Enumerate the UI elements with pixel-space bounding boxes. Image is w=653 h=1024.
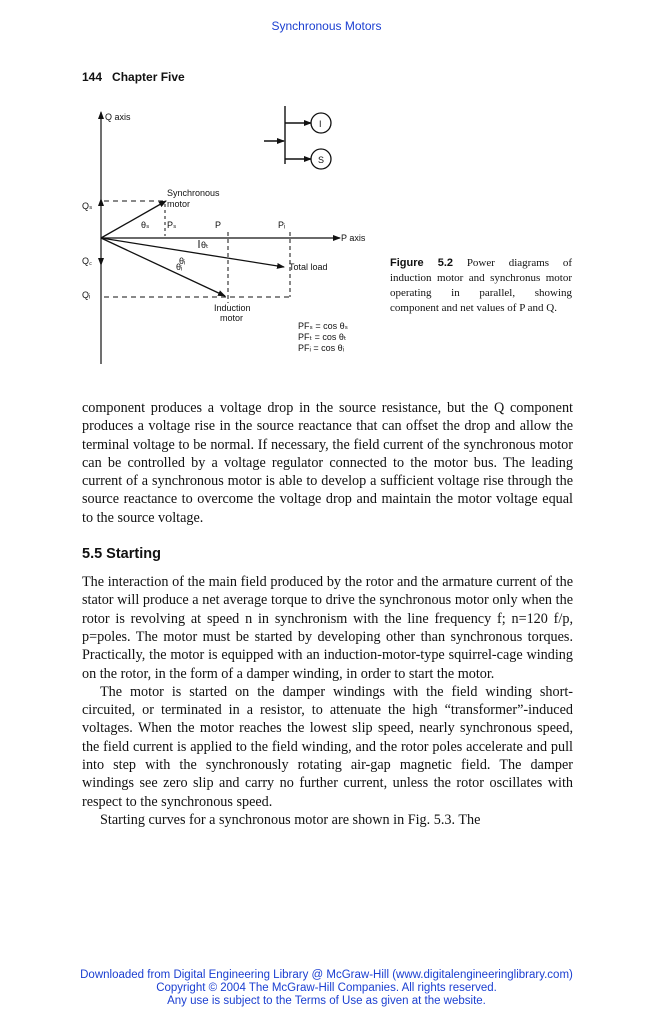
- paragraph-4: Starting curves for a synchronous motor are shown in Fig. 5.3. The: [100, 811, 481, 828]
- pi-label: Pᵢ: [278, 220, 286, 230]
- p-axis-label: P axis: [341, 233, 366, 243]
- figure-caption: [390, 256, 572, 316]
- theta-i-label: θᵢ: [179, 256, 186, 266]
- footer-download-line[interactable]: Downloaded from Digital Engineering Library @ McGraw-Hill (www.digitalengineeringlibrary.com): [80, 969, 573, 981]
- theta-s-label: θₛ: [141, 220, 150, 230]
- theta-i-label-2: θᵢ: [176, 262, 183, 272]
- p-label: P: [215, 220, 222, 230]
- body-text: [82, 399, 573, 829]
- pf-i-equation: PFᵢ = cos θᵢ: [298, 343, 345, 353]
- paragraph-3: The motor is started on the damper windings with the field winding short-circuited, or terminated in a resistor, to attenuate the high “transformer”-induced voltages. When the motor reaches the lowest slip speed, nearly synchronous speed, the field current is applied to the field winding, and the rotor poles accelerate and pull into step with the synchronously rotating air-gap magnetic field. The damper windings see zero slip and carry no further current, unless the rotor oscillates with respect to the synchronous speed.: [82, 683, 573, 810]
- figure-caption-text: Power diagrams of induction motor and synchronus motor operating in parallel, showing component and net values of P and Q.: [390, 257, 572, 314]
- synchronous-motor-vector: [101, 201, 166, 238]
- q-axis-label: Q axis: [105, 112, 131, 122]
- pf-s-equation: PFₛ = cos θₛ: [298, 321, 348, 331]
- motor-i-label: I: [319, 119, 322, 129]
- synchronous-motor-label: Synchronous: [167, 188, 220, 198]
- total-load-label: Total load: [289, 262, 328, 272]
- figure-caption-label: Figure 5.2: [390, 257, 454, 269]
- pf-t-equation: PFₜ = cos θₜ: [298, 332, 347, 342]
- footer-copyright-line: Copyright © 2004 The McGraw-Hill Companies. All rights reserved.: [156, 982, 497, 994]
- paragraph-2: The interaction of the main field produced by the rotor and the armature current of the stator will produce a net average torque to drive the synchronous motor only when the rotor is revolving at speed n in synchronism with the line frequency f; n=120 f/p, p=poles. The motor must be started by developing other than synchronous torques. Practically, the motor is equipped with an induction-motor-type squirrel-cage winding on the rotor, in the form of a damper winding, in order to start the motor.: [82, 574, 573, 682]
- page-number: 144: [82, 70, 103, 84]
- power-diagram-figure: [78, 98, 378, 370]
- footer-terms-line[interactable]: Any use is subject to the Terms of Use as given at the website.: [167, 995, 486, 1007]
- theta-t-label: θₜ: [201, 240, 209, 250]
- induction-motor-label-2: motor: [220, 313, 244, 323]
- page-header: [82, 70, 185, 84]
- chapter-title: Chapter Five: [112, 70, 185, 84]
- paragraph-1: component produces a voltage drop in the source resistance, but the Q component produces a voltage rise in the source reactance that can offset the drop and allow the terminal voltage to be normal. If necessary, the field current of the synchronous motor can be controlled by a voltage regulator connected to the motor bus. The leading current of a synchronous motor is able to develop a sufficient voltage rise through the source reactance to overcome the voltage drop and maintain the motor voltage equal to the source voltage.: [82, 400, 573, 526]
- ps-label: Pₛ: [167, 220, 177, 230]
- section-heading: 5.5 Starting: [82, 546, 161, 563]
- total-load-vector: [101, 238, 284, 267]
- qc-label: Q꜀: [82, 256, 93, 266]
- footer: [0, 969, 653, 1008]
- synchronous-motor-label-2: motor: [167, 199, 191, 209]
- qs-label: Qₛ: [82, 201, 93, 211]
- motor-s-label: S: [318, 155, 325, 165]
- induction-motor-label: Induction: [214, 303, 251, 313]
- qi-label: Qᵢ: [82, 290, 91, 300]
- running-header: Synchronous Motors: [271, 19, 382, 33]
